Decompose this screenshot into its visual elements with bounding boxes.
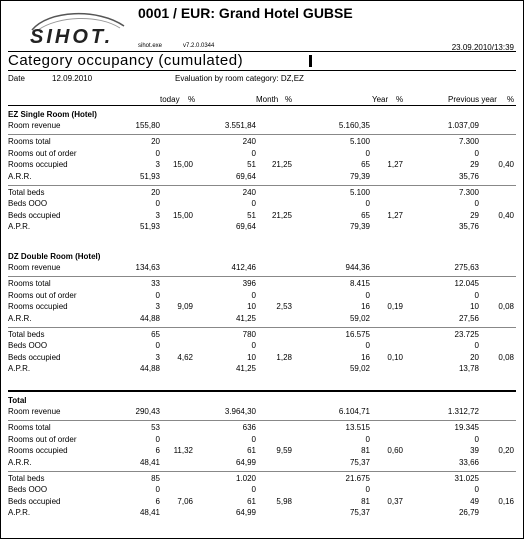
row-label: Total beds (8, 474, 45, 483)
cell-yp: 0,60 (387, 446, 403, 456)
cell-month: 61 (247, 496, 256, 506)
cell-month: 51 (247, 160, 256, 170)
cell-prev: 35,76 (458, 171, 479, 181)
cell-month: 780 (242, 330, 256, 339)
row-label: Rooms occupied (8, 160, 68, 170)
cell-month: 1.020 (235, 474, 256, 483)
cell-year: 0 (365, 290, 370, 300)
cell-month: 0 (251, 485, 256, 495)
cell-today: 3 (155, 210, 160, 220)
row-label: Rooms total (8, 423, 51, 433)
cell-month: 51 (247, 210, 256, 220)
cell-today: 0 (155, 148, 160, 158)
cell-today: 48,41 (139, 508, 160, 518)
group-divider (8, 327, 516, 328)
cell-year: 65 (361, 210, 370, 220)
cell-tp: 11,32 (173, 446, 193, 456)
cell-tp: 7,06 (177, 496, 193, 506)
table-row (0, 222, 524, 233)
cell-today: 20 (151, 188, 160, 197)
cell-month: 0 (251, 199, 256, 209)
group-divider (8, 471, 516, 472)
cell-today: 6 (155, 446, 160, 456)
cell-month: 396 (242, 279, 256, 289)
row-label: Total beds (8, 188, 45, 197)
col-today-pct: % (188, 95, 196, 104)
cell-tp: 4,62 (177, 352, 193, 362)
cell-yp: 0,19 (387, 302, 403, 312)
cell-month: 3.551,84 (224, 121, 256, 130)
cell-prev: 39 (470, 446, 479, 456)
cell-year: 0 (365, 485, 370, 495)
col-year-pct: % (396, 95, 404, 104)
row-label: Room revenue (8, 121, 61, 130)
sihot-logo (28, 6, 128, 52)
row-label: A.R.R. (8, 457, 32, 467)
cell-prev: 0 (474, 485, 479, 495)
program-name: sihot.exe (138, 43, 163, 49)
cell-today: 290,43 (135, 407, 160, 416)
table-row (0, 314, 524, 325)
table-row (0, 149, 524, 160)
cell-prev: 7.300 (458, 188, 479, 197)
cell-prev: 10 (470, 302, 479, 312)
cell-today: 44,88 (139, 364, 160, 374)
date-label: Date (8, 74, 25, 83)
cell-today: 0 (155, 199, 160, 209)
col-month-pct: % (285, 95, 293, 104)
cell-year: 79,39 (349, 171, 370, 181)
table-row (0, 291, 524, 302)
cell-year: 0 (365, 199, 370, 209)
print-datetime: 23.09.2010/13:39 (451, 43, 514, 52)
cell-today: 51,93 (139, 222, 160, 232)
table-row (0, 279, 524, 290)
cell-year: 13.515 (345, 423, 370, 433)
group-divider (8, 276, 516, 277)
table-row (0, 364, 524, 375)
cell-year: 59,02 (349, 364, 370, 374)
cell-month: 10 (247, 352, 256, 362)
section-title: Total (8, 396, 27, 405)
col-today: today (160, 95, 180, 104)
cell-pp: 0,08 (498, 352, 514, 362)
cell-month: 10 (247, 302, 256, 312)
row-label: A.P.R. (8, 222, 31, 232)
cell-prev: 0 (474, 199, 479, 209)
cell-year: 16 (361, 302, 370, 312)
report-title: Category occupancy (cumulated) (8, 52, 244, 69)
cell-year: 59,02 (349, 313, 370, 323)
cell-prev: 26,79 (458, 508, 479, 518)
cell-prev: 35,76 (458, 222, 479, 232)
table-row (0, 353, 524, 364)
cell-month: 41,25 (235, 313, 256, 323)
cell-today: 65 (151, 330, 160, 339)
table-row (0, 407, 524, 418)
cell-today: 20 (151, 137, 160, 147)
cell-mp: 1,28 (276, 352, 292, 362)
cell-tp: 15,00 (172, 160, 193, 170)
cell-year: 21.675 (345, 474, 370, 483)
row-label: Rooms total (8, 279, 51, 289)
cell-today: 85 (151, 474, 160, 483)
cell-tp: 15,00 (172, 210, 193, 220)
table-row (0, 497, 524, 508)
text-cursor (309, 55, 312, 67)
cell-today: 51,93 (139, 171, 160, 181)
row-label: Total beds (8, 330, 45, 339)
row-label: Rooms out of order (8, 434, 77, 444)
row-label: A.R.R. (8, 313, 32, 323)
cell-month: 3.964,30 (224, 407, 256, 416)
cell-today: 0 (155, 485, 160, 495)
cell-prev: 20 (470, 352, 479, 362)
cell-month: 64,99 (235, 457, 256, 467)
logo-text: SIHOT. (30, 26, 114, 48)
cell-today: 33 (151, 279, 160, 289)
row-label: A.R.R. (8, 171, 32, 181)
cell-year: 5.160,35 (338, 121, 370, 130)
row-label: Room revenue (8, 263, 61, 272)
cell-pp: 0,40 (498, 160, 514, 170)
cell-prev: 31.025 (454, 474, 479, 483)
row-label: Beds occupied (8, 210, 61, 220)
title-rule (8, 70, 516, 71)
table-row (0, 330, 524, 341)
page-title: 0001 / EUR: Grand Hotel GUBSE (138, 5, 353, 21)
table-row (0, 160, 524, 171)
row-label: Rooms out of order (8, 290, 77, 300)
table-row (0, 341, 524, 352)
table-row (0, 199, 524, 210)
table-row (0, 446, 524, 457)
cell-today: 53 (151, 423, 160, 433)
cell-prev: 0 (474, 290, 479, 300)
cell-year: 16 (361, 352, 370, 362)
col-year: Year (372, 95, 389, 104)
cell-today: 6 (155, 496, 160, 506)
row-label: Rooms out of order (8, 148, 77, 158)
group-divider (8, 185, 516, 186)
cell-prev: 1.037,09 (447, 121, 479, 130)
cell-prev: 33,66 (458, 457, 479, 467)
cell-month: 41,25 (235, 364, 256, 374)
cell-month: 412,46 (231, 263, 256, 272)
cell-year: 81 (361, 496, 370, 506)
cell-year: 6.104,71 (338, 407, 370, 416)
cell-year: 8.415 (349, 279, 370, 289)
cell-year: 0 (365, 434, 370, 444)
cell-tp: 9,09 (177, 302, 193, 312)
cell-year: 75,37 (349, 457, 370, 467)
cell-month: 64,99 (235, 508, 256, 518)
cell-pp: 0,08 (498, 302, 514, 312)
cell-month: 61 (247, 446, 256, 456)
cell-month: 69,64 (235, 222, 256, 232)
row-label: Beds occupied (8, 352, 61, 362)
cell-prev: 49 (470, 496, 479, 506)
table-row (0, 508, 524, 519)
total-rule (8, 390, 516, 392)
evaluation-text: Evaluation by room category: DZ,EZ (175, 74, 304, 83)
cell-mp: 21,25 (271, 160, 292, 170)
table-row (0, 137, 524, 148)
cell-prev: 23.725 (454, 330, 479, 339)
cell-year: 65 (361, 160, 370, 170)
cell-year: 81 (361, 446, 370, 456)
cell-prev: 29 (470, 160, 479, 170)
cell-yp: 1,27 (387, 210, 403, 220)
cell-prev: 7.300 (458, 137, 479, 147)
row-label: Rooms occupied (8, 446, 68, 456)
table-row (0, 485, 524, 496)
cell-today: 0 (155, 290, 160, 300)
row-label: Rooms occupied (8, 302, 68, 312)
section-title: EZ Single Room (Hotel) (8, 110, 97, 119)
row-label: Rooms total (8, 137, 51, 147)
table-row (0, 172, 524, 183)
table-row (0, 474, 524, 485)
cell-month: 0 (251, 434, 256, 444)
cell-year: 16.575 (345, 330, 370, 339)
cell-today: 44,88 (139, 313, 160, 323)
col-previous-year: Previous year (448, 95, 497, 104)
cell-today: 0 (155, 341, 160, 351)
cell-pp: 0,16 (498, 496, 514, 506)
cell-yp: 0,10 (387, 352, 403, 362)
row-label: Beds occupied (8, 496, 61, 506)
cell-prev: 0 (474, 341, 479, 351)
program-version: v7.2.0.0344 (183, 43, 215, 49)
col-month: Month (256, 95, 279, 104)
cell-today: 155,80 (135, 121, 160, 130)
cell-pp: 0,40 (498, 210, 514, 220)
cell-prev: 27,56 (458, 313, 479, 323)
cell-year: 0 (365, 148, 370, 158)
cell-year: 5.100 (349, 188, 370, 197)
row-label: A.P.R. (8, 364, 31, 374)
column-header-rule (8, 105, 516, 106)
cell-today: 3 (155, 302, 160, 312)
cell-month: 0 (251, 341, 256, 351)
table-row (0, 458, 524, 469)
cell-year: 79,39 (349, 222, 370, 232)
cell-month: 636 (242, 423, 256, 433)
cell-today: 48,41 (139, 457, 160, 467)
cell-prev: 12.045 (454, 279, 479, 289)
cell-yp: 0,37 (387, 496, 403, 506)
section-title: DZ Double Room (Hotel) (8, 252, 101, 261)
cell-mp: 5,98 (276, 496, 292, 506)
cell-today: 3 (155, 352, 160, 362)
table-row (0, 263, 524, 274)
cell-mp: 2,53 (276, 302, 292, 312)
row-label: Room revenue (8, 407, 61, 416)
table-row (0, 211, 524, 222)
cell-month: 240 (242, 137, 256, 147)
table-row (0, 423, 524, 434)
cell-yp: 1,27 (387, 160, 403, 170)
row-label: A.P.R. (8, 508, 31, 518)
cell-prev: 0 (474, 148, 479, 158)
cell-year: 0 (365, 341, 370, 351)
table-row (0, 188, 524, 199)
cell-year: 75,37 (349, 508, 370, 518)
cell-mp: 9,59 (276, 446, 292, 456)
cell-prev: 13,78 (458, 364, 479, 374)
cell-pp: 0,20 (498, 446, 514, 456)
cell-prev: 275,63 (454, 263, 479, 272)
group-divider (8, 420, 516, 421)
cell-prev: 19.345 (454, 423, 479, 433)
row-label: Beds OOO (8, 485, 48, 495)
col-previous-pct: % (507, 95, 515, 104)
cell-month: 0 (251, 148, 256, 158)
cell-year: 944,36 (345, 263, 370, 272)
cell-year: 5.100 (349, 137, 370, 147)
cell-month: 240 (242, 188, 256, 197)
group-divider (8, 134, 516, 135)
date-value: 12.09.2010 (52, 74, 93, 83)
cell-today: 134,63 (135, 263, 160, 272)
cell-prev: 0 (474, 434, 479, 444)
cell-mp: 21,25 (271, 210, 292, 220)
row-label: Beds OOO (8, 199, 48, 209)
cell-month: 0 (251, 290, 256, 300)
table-row (0, 121, 524, 132)
cell-prev: 29 (470, 210, 479, 220)
table-row (0, 302, 524, 313)
row-label: Beds OOO (8, 341, 48, 351)
cell-today: 0 (155, 434, 160, 444)
cell-today: 3 (155, 160, 160, 170)
table-row (0, 435, 524, 446)
cell-prev: 1.312,72 (447, 407, 479, 416)
cell-month: 69,64 (235, 171, 256, 181)
